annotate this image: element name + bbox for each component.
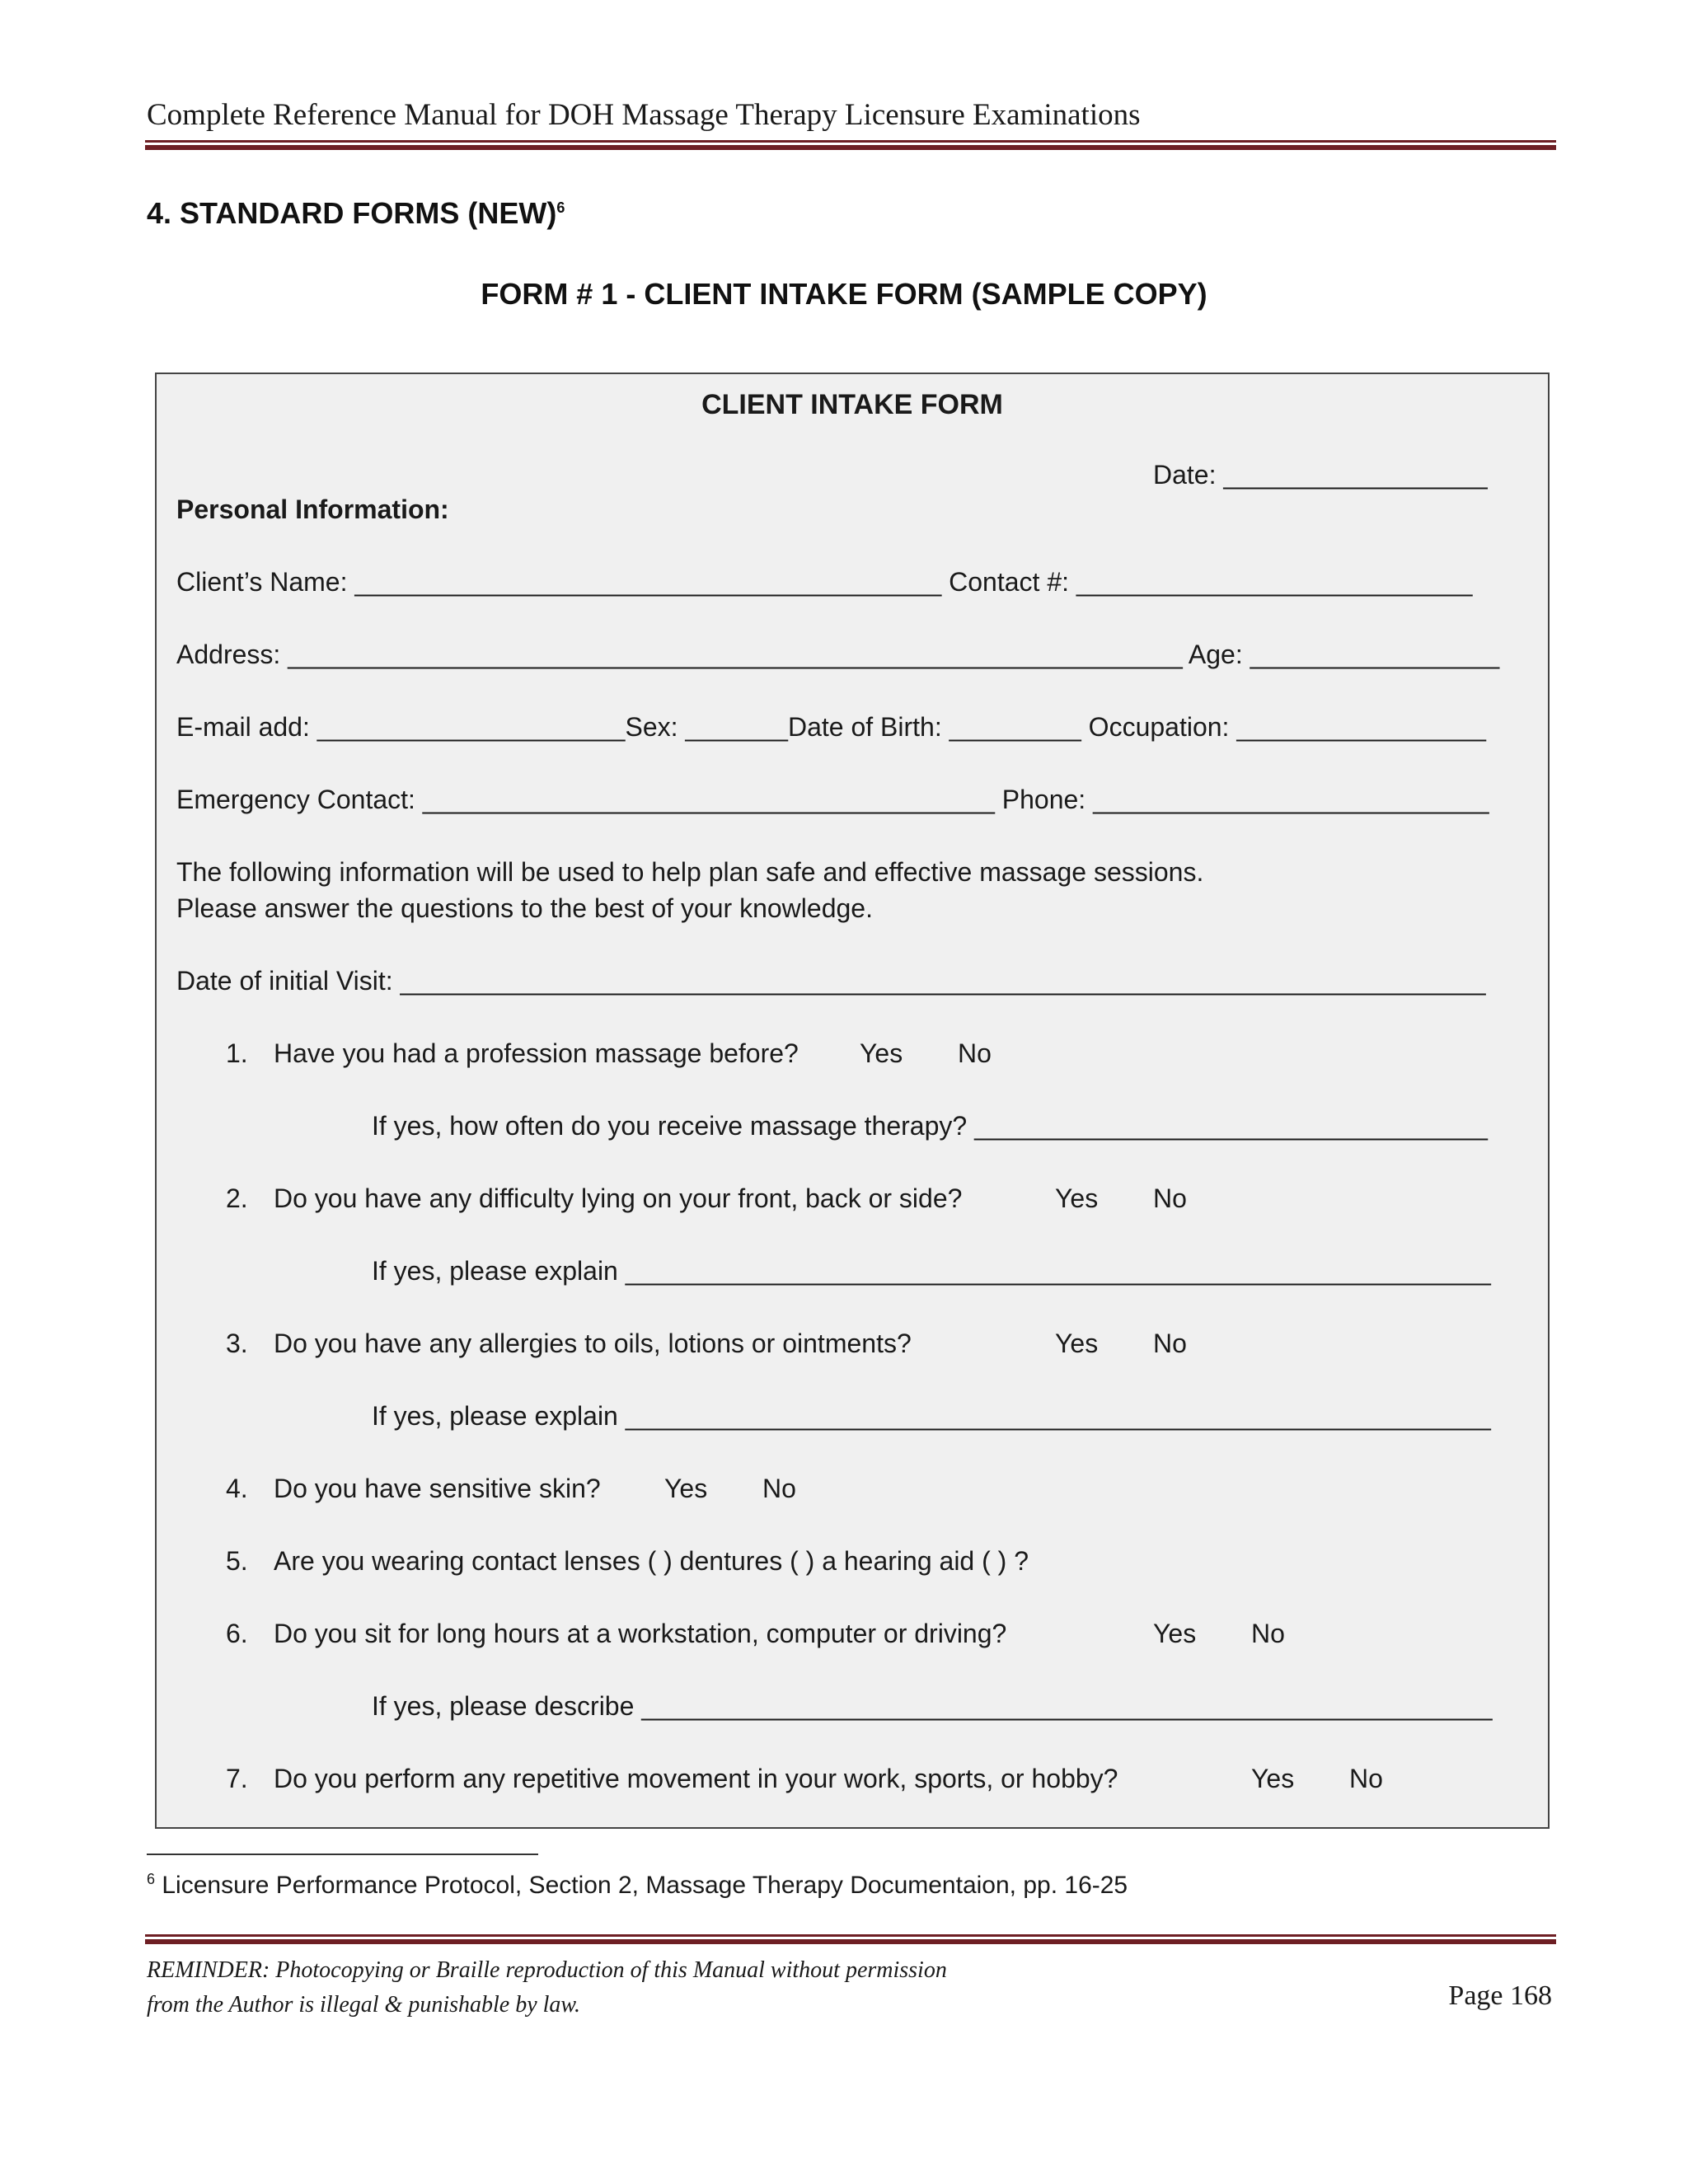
- footnote-text: Licensure Performance Protocol, Section 2, Massage Therapy Documentaion, pp. 16-25: [155, 1872, 1128, 1899]
- question-3-no[interactable]: No: [1153, 1329, 1187, 1358]
- question-number-5: 5.: [226, 1546, 248, 1576]
- question-1-followup[interactable]: If yes, how often do you receive massage therapy? ___________________________________: [372, 1111, 1488, 1141]
- running-header: Complete Reference Manual for DOH Massage Therapy Licensure Examinations: [147, 98, 1141, 132]
- reminder-line-2: from the Author is illegal & punishable by law.: [147, 1992, 581, 2018]
- question-1-yes[interactable]: Yes: [860, 1038, 903, 1068]
- question-number-6: 6.: [226, 1619, 248, 1648]
- reminder-line-1: REMINDER: Photocopying or Braille reproduction of this Manual without permission: [147, 1957, 947, 1983]
- footnote-number: 6: [147, 1871, 156, 1887]
- question-6-yes[interactable]: Yes: [1153, 1619, 1197, 1648]
- initial-visit-line[interactable]: Date of initial Visit: __________________________________________________________________________: [176, 966, 1486, 996]
- date-field[interactable]: Date: __________________: [1153, 460, 1488, 490]
- question-1-no[interactable]: No: [958, 1038, 992, 1068]
- reminder-notice: [147, 1953, 947, 2022]
- question-2-followup[interactable]: If yes, please explain ___________________________________________________________: [372, 1256, 1491, 1286]
- question-4-yes[interactable]: Yes: [664, 1474, 708, 1503]
- question-5-text[interactable]: Are you wearing contact lenses ( ) dentures ( ) a hearing aid ( ) ?: [274, 1546, 1029, 1576]
- page-number: Page 168: [1448, 1980, 1552, 2011]
- question-3-yes[interactable]: Yes: [1055, 1329, 1099, 1358]
- question-6-text: Do you sit for long hours at a workstation, computer or driving?: [274, 1619, 1007, 1648]
- footnote: [147, 1871, 1128, 1900]
- question-3-text: Do you have any allergies to oils, lotions or ointments?: [274, 1329, 912, 1358]
- question-2-yes[interactable]: Yes: [1055, 1183, 1099, 1213]
- form-subtitle: FORM # 1 - CLIENT INTAKE FORM (SAMPLE COPY): [481, 277, 1207, 311]
- footnote-reference: 6: [556, 199, 565, 216]
- header-rule-thin: [145, 140, 1556, 143]
- question-7-text: Do you perform any repetitive movement in your work, sports, or hobby?: [274, 1764, 1118, 1793]
- question-1-text: Have you had a profession massage before?: [274, 1038, 799, 1068]
- address-age-line[interactable]: Address: _____________________________________________________________ Age: _________________: [176, 640, 1500, 669]
- client-intake-form: [155, 373, 1550, 1829]
- question-number-7: 7.: [226, 1764, 248, 1793]
- question-2-no[interactable]: No: [1153, 1183, 1187, 1213]
- footer-rule-thick: [145, 1939, 1556, 1944]
- question-number-1: 1.: [226, 1038, 248, 1068]
- section-heading-text: 4. STANDARD FORMS (NEW): [147, 196, 557, 230]
- footer-rule-thin: [145, 1934, 1556, 1937]
- info-text-line-2: Please answer the questions to the best of your knowledge.: [176, 893, 873, 923]
- question-3-followup[interactable]: If yes, please explain ___________________________________________________________: [372, 1401, 1491, 1431]
- footnote-divider: [147, 1854, 538, 1855]
- client-name-contact-line[interactable]: Client’s Name: ________________________________________ Contact #: ___________________________: [176, 567, 1473, 597]
- emergency-contact-line[interactable]: Emergency Contact: _______________________________________ Phone: ___________________________: [176, 785, 1489, 814]
- info-text-line-1: The following information will be used to help plan safe and effective massage sessions.: [176, 857, 1204, 887]
- question-7-yes[interactable]: Yes: [1251, 1764, 1295, 1793]
- header-rule-thick: [145, 145, 1556, 150]
- section-heading: [147, 196, 565, 231]
- question-2-text: Do you have any difficulty lying on your front, back or side?: [274, 1183, 963, 1213]
- question-7-no[interactable]: No: [1349, 1764, 1383, 1793]
- form-title: CLIENT INTAKE FORM: [701, 389, 1003, 420]
- question-number-4: 4.: [226, 1474, 248, 1503]
- email-sex-dob-occupation-line[interactable]: E-mail add: _____________________Sex: _______Date of Birth: _________ Occupation: _________________: [176, 712, 1486, 742]
- question-number-3: 3.: [226, 1329, 248, 1358]
- personal-information-label: Personal Information:: [176, 494, 449, 524]
- question-6-followup[interactable]: If yes, please describe __________________________________________________________: [372, 1691, 1493, 1721]
- question-number-2: 2.: [226, 1183, 248, 1213]
- question-6-no[interactable]: No: [1251, 1619, 1285, 1648]
- question-4-no[interactable]: No: [762, 1474, 796, 1503]
- question-4-text: Do you have sensitive skin?: [274, 1474, 601, 1503]
